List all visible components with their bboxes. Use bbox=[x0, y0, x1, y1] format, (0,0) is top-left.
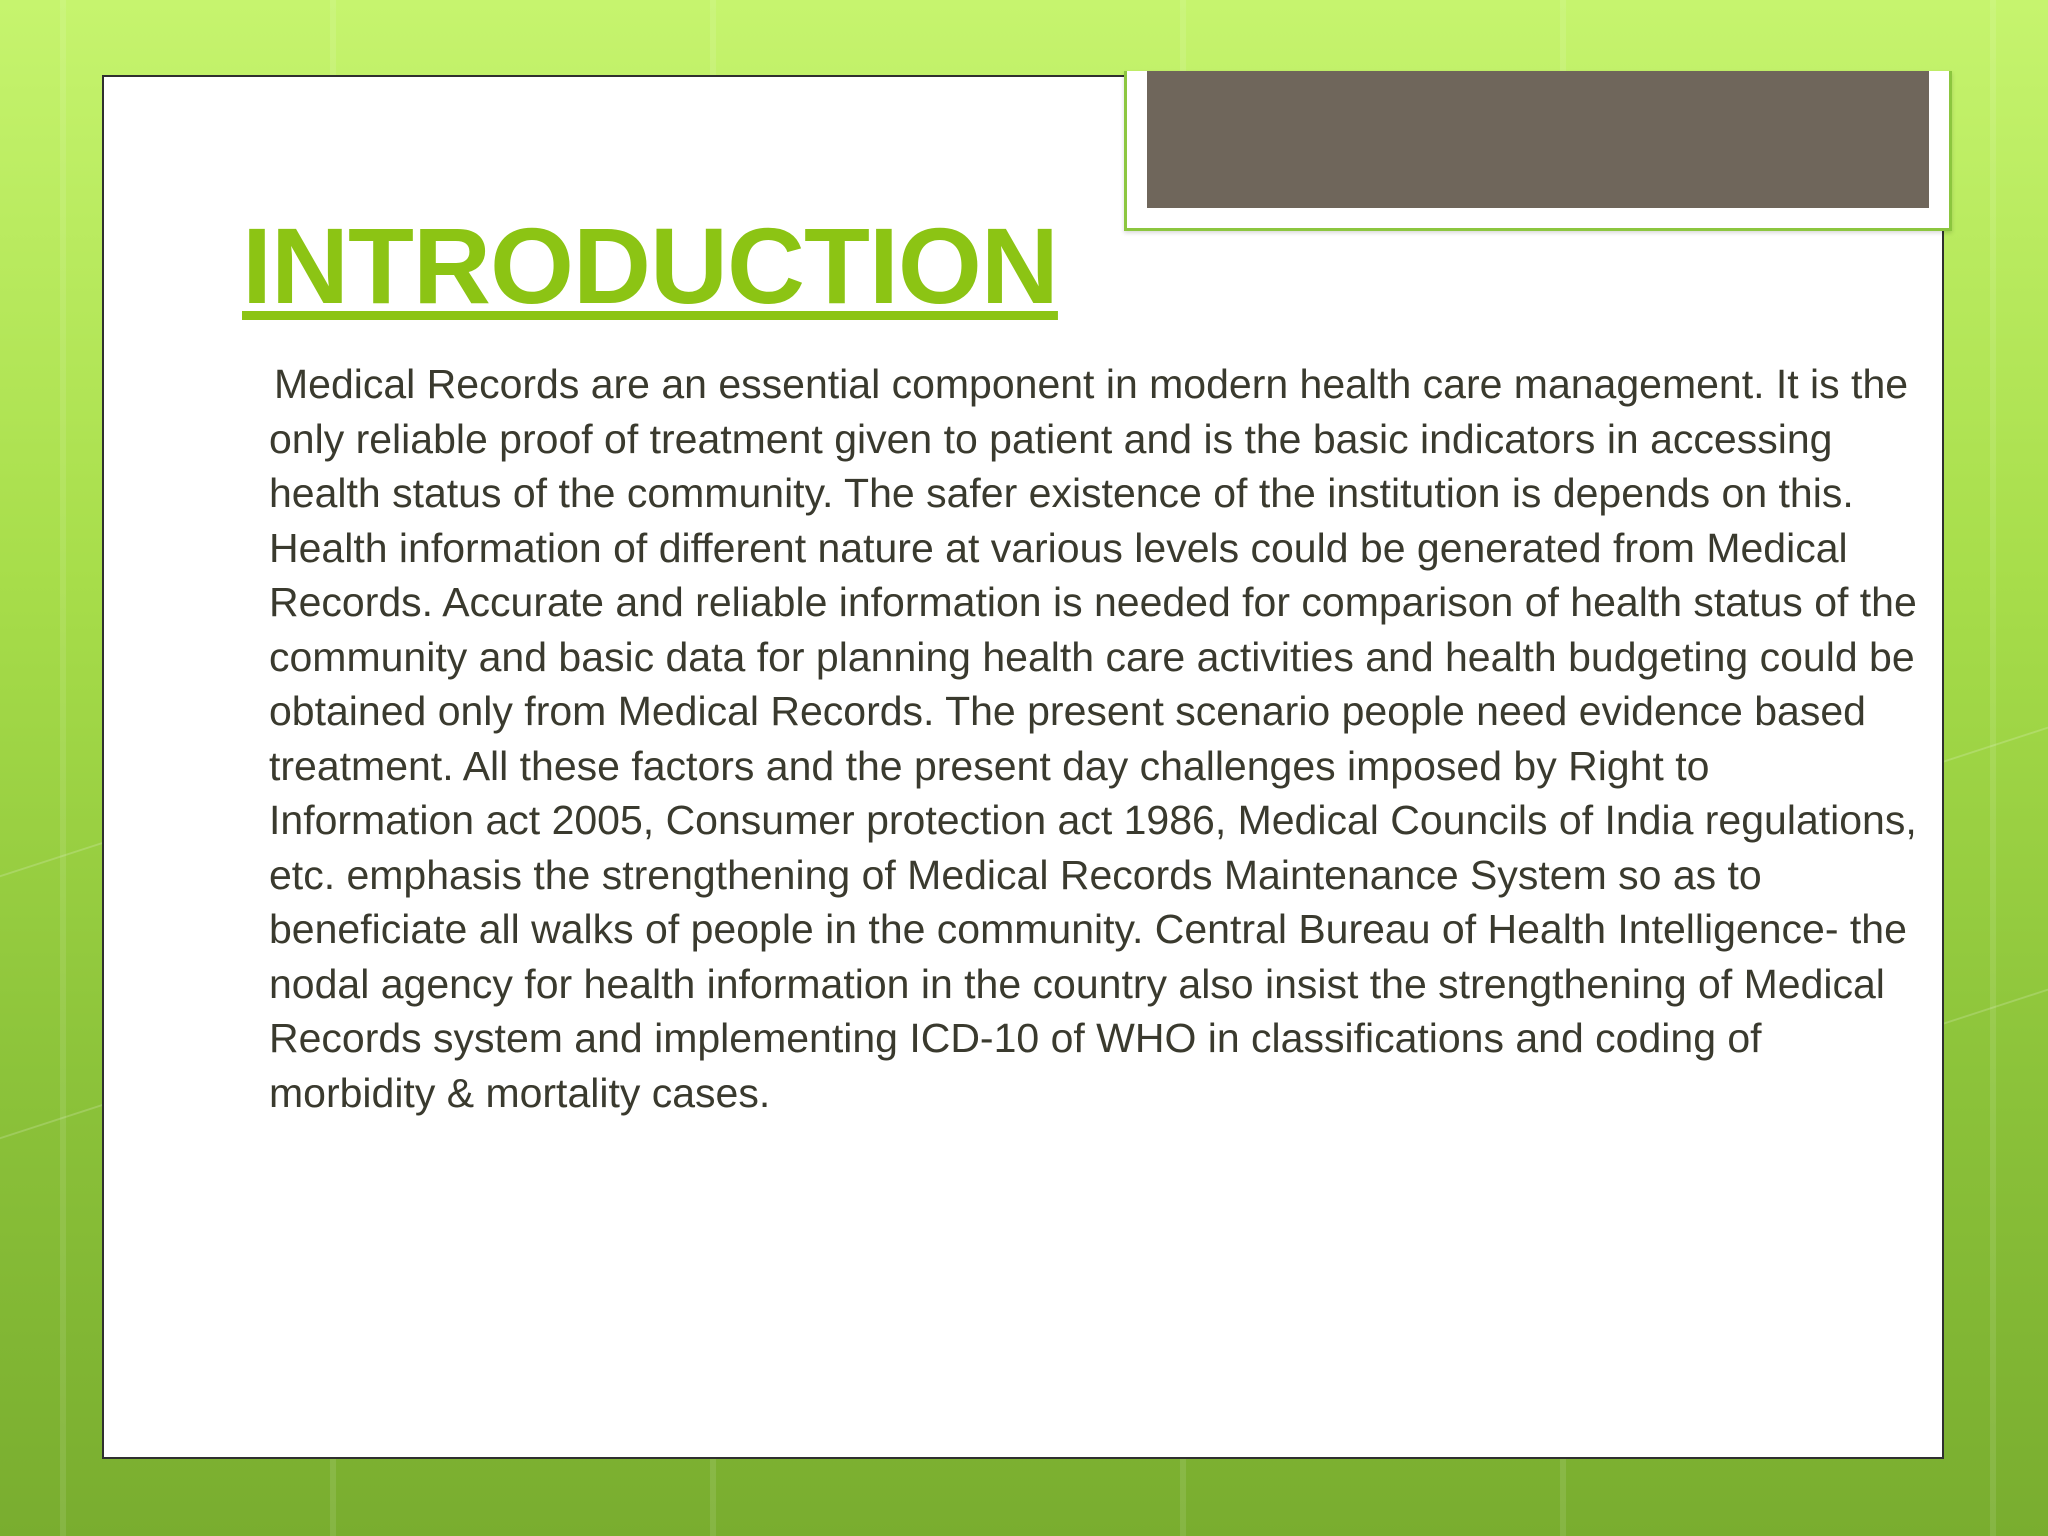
title-tab-fill bbox=[1147, 71, 1929, 208]
slide-title: INTRODUCTION bbox=[242, 205, 1058, 326]
background-hexagon bbox=[1930, 715, 2048, 1029]
background-stripe bbox=[60, 0, 66, 1536]
title-tab bbox=[1124, 71, 1952, 231]
slide-content-panel bbox=[102, 75, 1944, 1459]
slide-body-text: Medical Records are an essential component in modern health care management. It is the only reliable proof of treatment given to patient and is the basic indicators in accessing health status of the community. The safer existence of the institution is depends on this. Health information of different nature at various levels could be generated from Medical Records. Accurate and reliable information is needed for comparison of health status of the community and basic data for planning health care activities and health budgeting could be obtained only from Medical Records. The present scenario people need evidence based treatment. All these factors and the present day challenges imposed by Right to Information act 2005, Consumer protection act 1986, Medical Councils of India regulations, etc. emphasis the strengthening of Medical Records Maintenance System so as to beneficiate all walks of people in the community. Central Bureau of Health Intelligence- the nodal agency for health information in the country also insist the strengthening of Medical Records system and implementing ICD-10 of WHO in classifications and coding of morbidity & mortality cases. bbox=[269, 361, 1917, 1116]
